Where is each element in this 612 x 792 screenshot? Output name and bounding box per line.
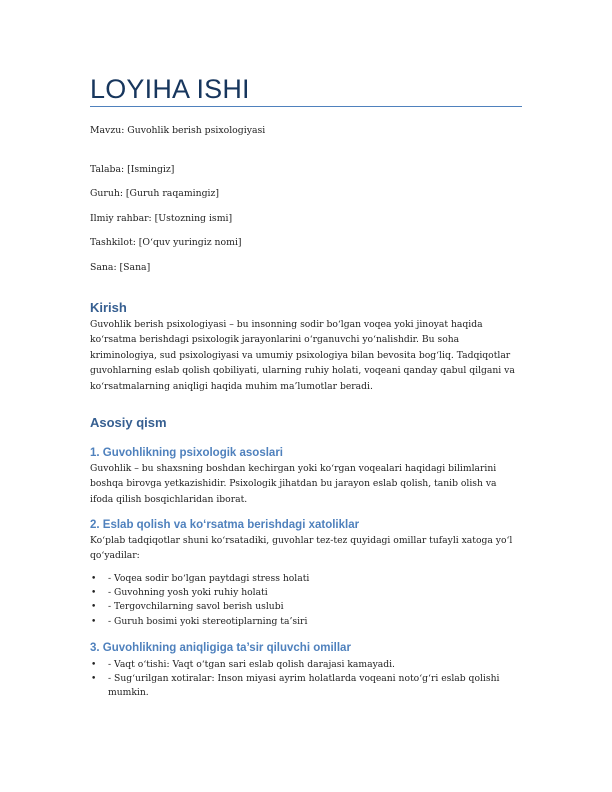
bullet-icon: • — [91, 588, 97, 599]
advisor-line: Ilmiy rahbar: [Ustozning ismi] — [90, 213, 233, 224]
section-3-list — [90, 658, 522, 701]
list-item-text: - Tergovchilarning savol berish uslubi — [108, 601, 284, 613]
date-line: Sana: [Sana] — [90, 262, 151, 273]
list-item — [90, 600, 522, 614]
list-item-text: - Vaqt o‘tishi: Vaqt o‘tgan sari eslab qolish darajasi kamayadi. — [108, 659, 395, 670]
section-1-paragraph: Guvohlik – bu shaxsning boshdan kechirgan yoki ko‘rgan voqealari haqidagi bilimlarini boshqa birovga yetkazishidir. Psixologik jihatdan bu jarayon eslab qolish, tanib olish va ifoda qilish bosqichlaridan iborat. — [90, 463, 497, 505]
main-heading: Asosiy qism — [90, 415, 167, 430]
list-item — [90, 672, 522, 700]
student-line: Talaba: [Ismingiz] — [90, 164, 175, 175]
list-item-text: - Sug‘urilgan xotiralar: Inson miyasi ayrim holatlarda voqeani noto‘g‘ri eslab qolishi mumkin. — [108, 673, 500, 699]
intro-heading: Kirish — [90, 300, 127, 315]
title-underline — [90, 106, 522, 107]
bullet-icon: • — [91, 616, 97, 627]
bullet-icon: • — [91, 602, 97, 613]
list-item-text: - Guruh bosimi yoki stereotiplarning ta’siri — [108, 615, 308, 627]
bullet-icon: • — [91, 574, 97, 584]
document-title: LOYIHA ISHI — [90, 74, 250, 104]
list-item — [90, 586, 522, 600]
institution-line: Tashkilot: [O‘quv yuringiz nomi] — [90, 237, 242, 248]
section-2-heading: 2. Eslab qolish va ko‘rsatma berishdagi xatoliklar — [90, 519, 360, 531]
topic-line: Mavzu: Guvohlik berish psixologiyasi — [90, 125, 266, 136]
section-1-heading: 1. Guvohlikning psixologik asoslari — [90, 447, 283, 459]
list-item — [90, 572, 522, 586]
list-item — [90, 615, 522, 629]
group-line: Guruh: [Guruh raqamingiz] — [90, 188, 220, 199]
section-2-paragraph: Ko‘plab tadqiqotlar shuni ko‘rsatadiki, guvohlar tez-tez quyidagi omillar tufayli xatoga yo‘l qo‘yadilar: — [90, 535, 513, 562]
section-2-list — [90, 572, 522, 629]
list-item — [90, 658, 522, 672]
list-item-text: - Guvohning yosh yoki ruhiy holati — [108, 587, 268, 599]
bullet-icon: • — [91, 674, 97, 685]
list-item-text: - Voqea sodir bo‘lgan paytdagi stress holati — [108, 573, 310, 584]
intro-paragraph: Guvohlik berish psixologiyasi – bu insonning sodir bo‘lgan voqea yoki jinoyat haqida ko‘rsatma berishdagi psixologik jarayonlarini o‘rganuvchi yo‘nalishdir. Bu soha kriminologiya, sud psixologiyasi va umumiy psixologiya bilan bevosita bog‘liq. Tadqiqotlar guvohlarning eslab qolish qobiliyati, ularning ruhiy holati, voqeani qanday qabul qilgani va ko‘rsatmalarning aniqligi haqida muhim ma’lumotlar beradi. — [90, 319, 515, 392]
section-3-heading: 3. Guvohlikning aniqligiga ta’sir qiluvchi omillar — [90, 642, 351, 654]
bullet-icon: • — [91, 660, 97, 670]
